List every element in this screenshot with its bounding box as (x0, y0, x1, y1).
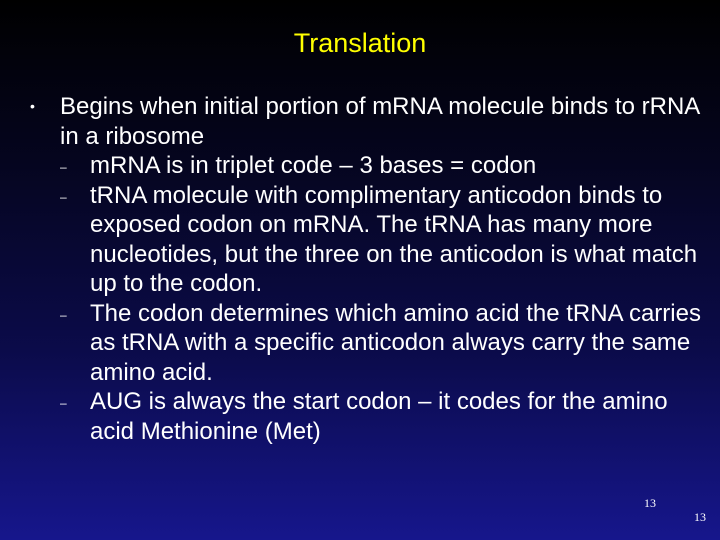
slide-title: Translation (293, 28, 427, 58)
sub-bullet-text: mRNA is in triplet code – 3 bases = codon (90, 152, 537, 179)
sub-bullet-item (28, 299, 708, 388)
sub-bullet-marker: – (60, 307, 67, 322)
sub-bullet-text: The codon determines which amino acid the tRNA carries as tRNA with a specific anticodon always carry the same amino acid. (90, 299, 701, 386)
sub-bullet-item (28, 151, 708, 181)
sub-bullet-marker: – (60, 160, 67, 174)
sub-bullet-item (28, 387, 708, 446)
sub-bullet-marker: – (60, 189, 67, 204)
sub-bullet-marker: – (60, 396, 67, 410)
sub-bullet-text: AUG is always the start codon – it codes for the amino acid Methionine (Met) (90, 388, 668, 445)
slide-number: 13 (644, 496, 656, 510)
sub-bullet-text: tRNA molecule with complimentary anticodon binds to exposed codon on mRNA. The tRNA has many more nucleotides, but the three on the anticodon is what match up to the codon. (90, 181, 698, 297)
sub-bullet-item (28, 181, 708, 299)
page-number-footer: 13 (694, 510, 706, 524)
bullet-marker: • (30, 98, 35, 114)
bullet-list (28, 92, 708, 446)
bullet-text: Begins when initial portion of mRNA molecule binds to rRNA in a ribosome (60, 93, 699, 150)
bullet-item (28, 92, 708, 151)
